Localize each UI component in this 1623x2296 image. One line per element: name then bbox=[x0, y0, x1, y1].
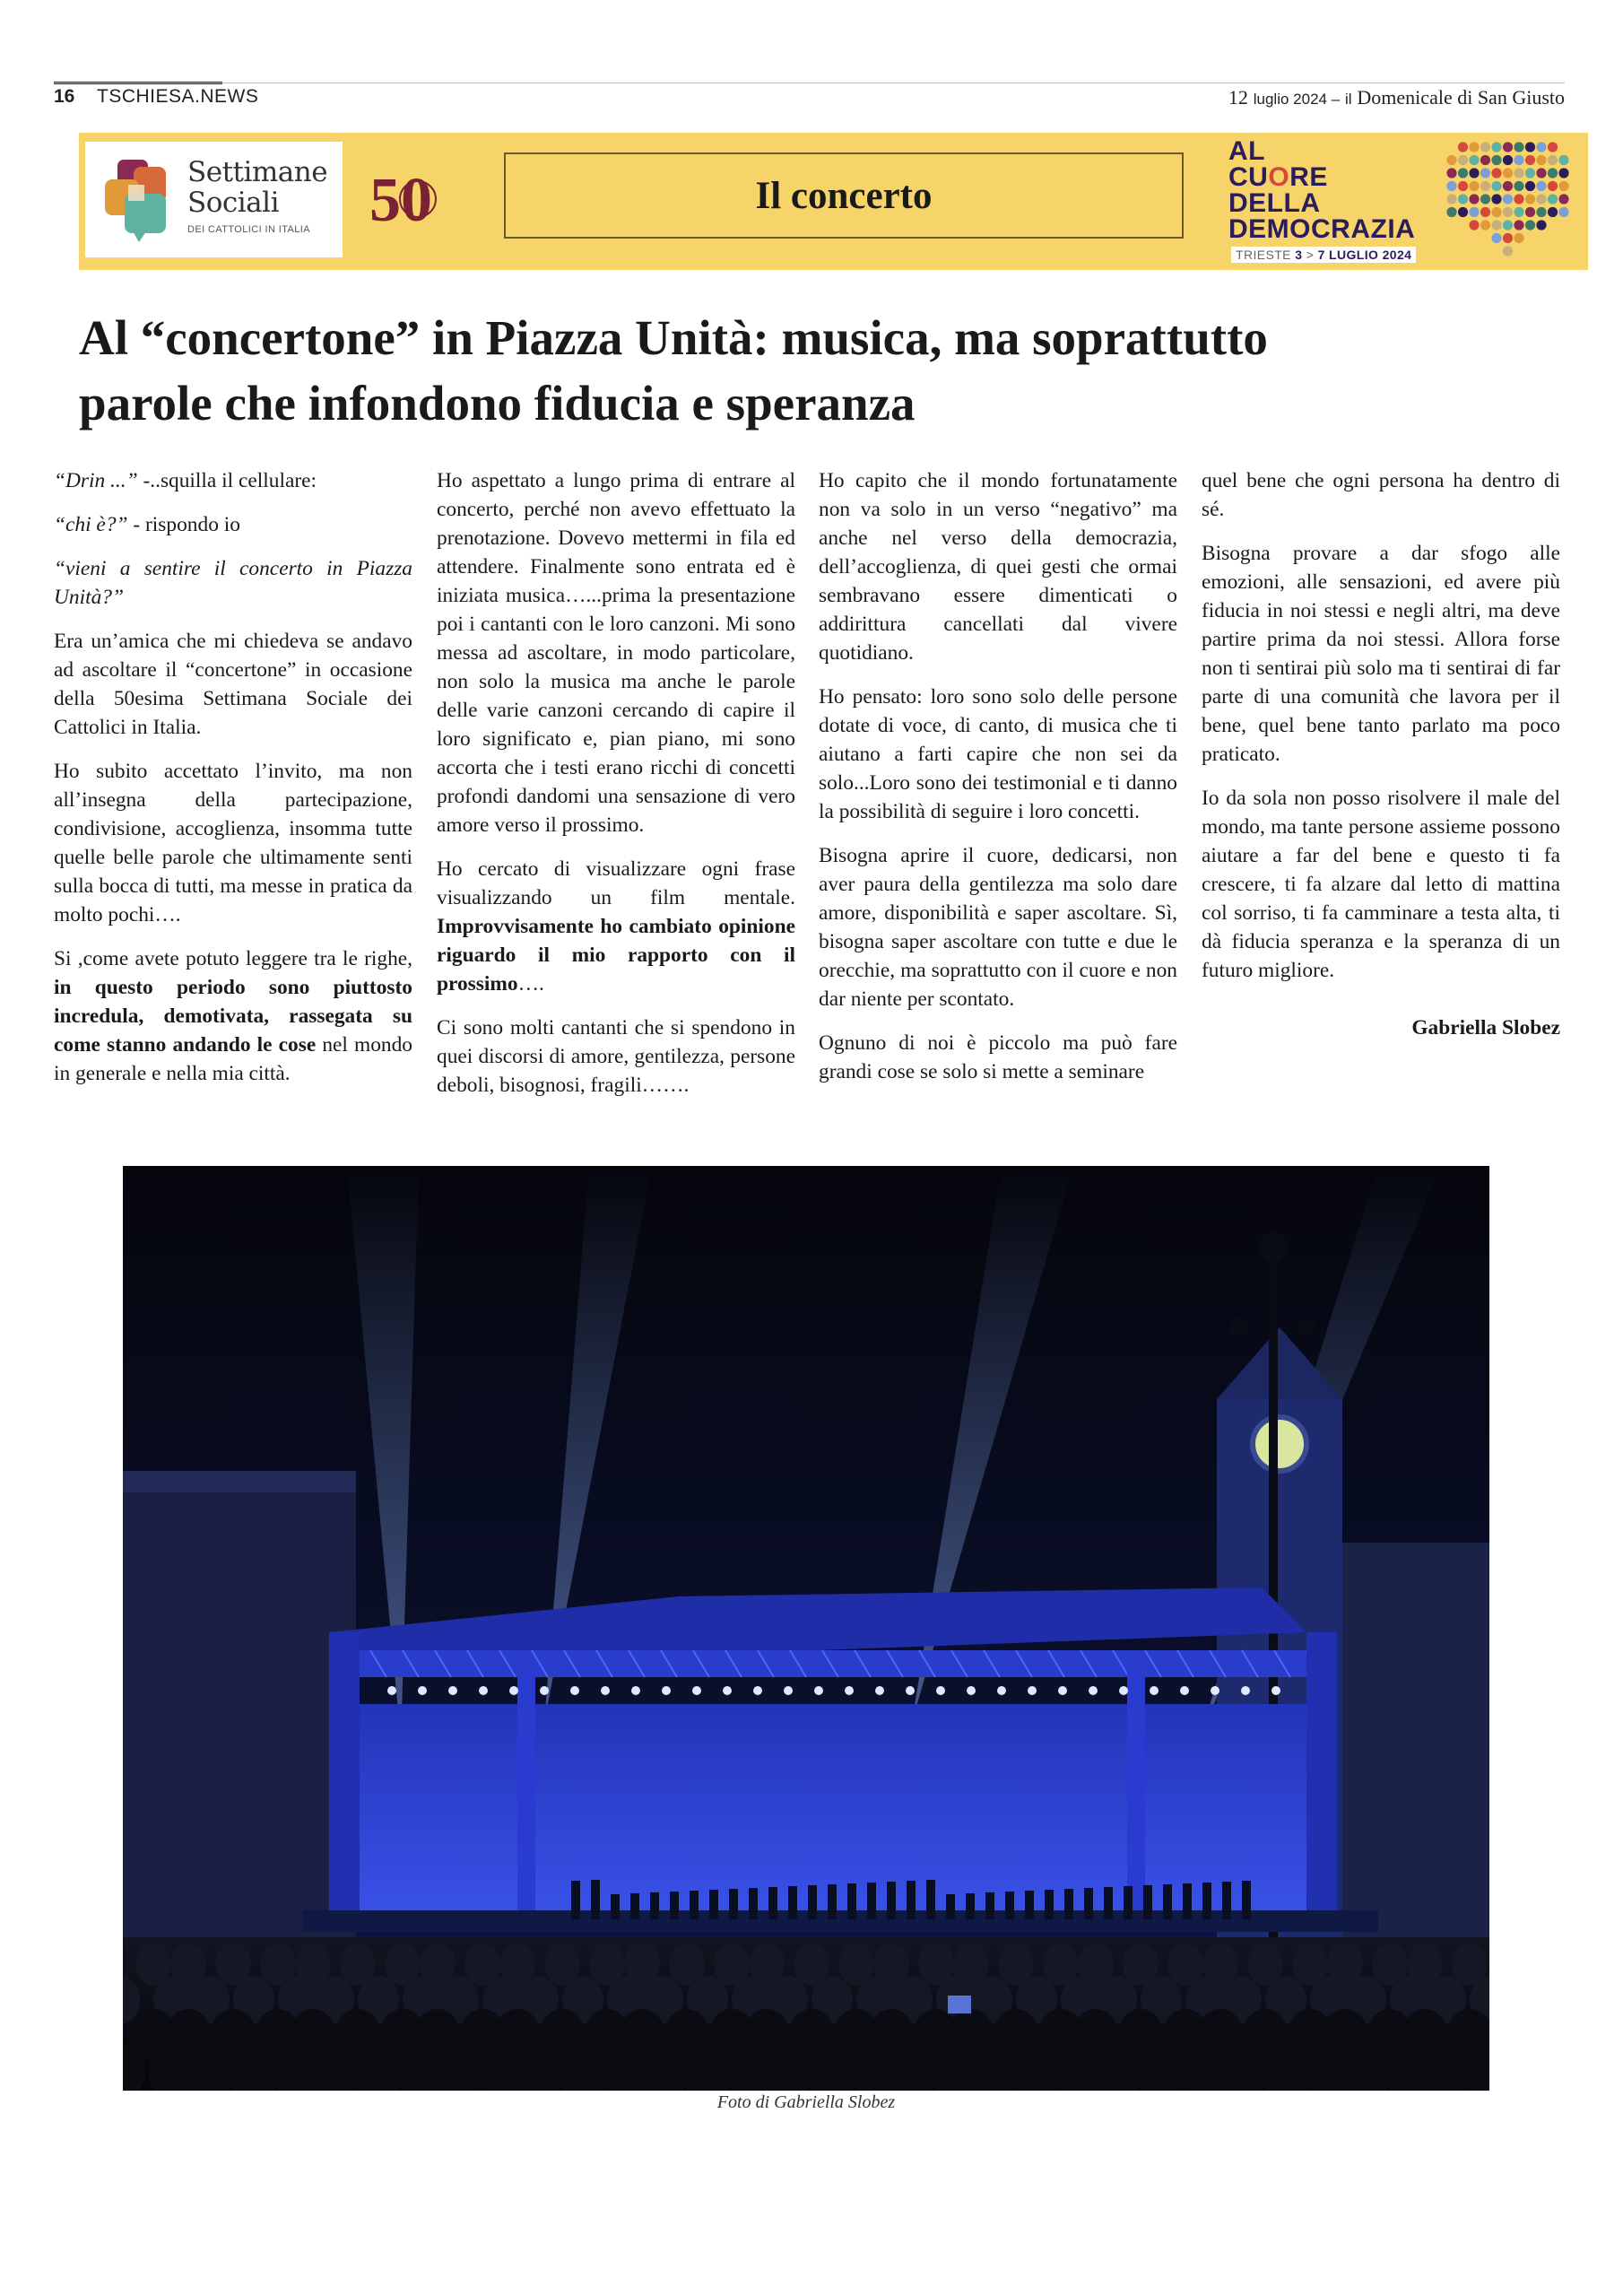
event-line-4: DEMOCRAZIA bbox=[1228, 214, 1416, 244]
heart-dot bbox=[1480, 155, 1490, 165]
musician-silhouette bbox=[670, 1892, 679, 1919]
stage-light bbox=[1241, 1686, 1250, 1695]
heart-dot bbox=[1480, 220, 1490, 230]
paragraph: “chi è?” - rispondo io bbox=[54, 513, 240, 536]
heart-dot bbox=[1458, 207, 1468, 217]
heart-dot bbox=[1548, 142, 1558, 152]
musician-silhouette bbox=[729, 1889, 738, 1919]
heart-dot bbox=[1558, 168, 1568, 178]
musician-silhouette bbox=[591, 1880, 600, 1919]
musician-silhouette bbox=[571, 1881, 580, 1919]
heart-dot bbox=[1491, 168, 1501, 178]
heart-dot bbox=[1514, 168, 1523, 178]
stage-light bbox=[845, 1686, 854, 1695]
heart-dot bbox=[1503, 168, 1513, 178]
musician-silhouette bbox=[966, 1893, 975, 1919]
paragraph: Ci sono molti cantanti che si spendono in quei discorsi di amore, gentilezza, persone deboli, bisognosi, fragili……. bbox=[437, 1016, 795, 1097]
paragraph: Ho aspettato a lungo prima di entrare al concerto, perché non avevo effettuato la prenotazione. Dovevo mettermi in fila ed attendere. Finalmente sono entrata ed è iniziata musica…...prima la presentazione poi i cantanti con le loro canzoni. Mi sono messa ad ascoltare, in modo particolare, non solo la musica ma anche le parole delle varie canzoni cercando di capire il loro significato e, pian piano, mi sono accorta che i testi erano ricchi di concetti profondi dandomi una sensazione di vero amore verso il prossimo. bbox=[437, 469, 795, 837]
heart-dot bbox=[1503, 233, 1513, 243]
musician-silhouette bbox=[788, 1886, 797, 1919]
paragraph: Ho pensato: loro sono solo delle persone dotate di voce, di canto, di musica che ti aiutano a farti capire che non sei da solo...Loro sono dei testimonial e ti danno la possibilità di seguire i loro concetti. bbox=[819, 685, 1177, 823]
stage-light bbox=[1028, 1686, 1037, 1695]
logo-line-3: DEI CATTOLICI IN ITALIA bbox=[187, 224, 310, 235]
heart-dot bbox=[1525, 168, 1535, 178]
musician-silhouette bbox=[749, 1888, 758, 1919]
heart-dot bbox=[1558, 194, 1568, 204]
musician-silhouette bbox=[1163, 1884, 1172, 1919]
logo-line-2: Sociali bbox=[187, 187, 279, 219]
musician-silhouette bbox=[1143, 1885, 1152, 1919]
heart-dot bbox=[1514, 194, 1523, 204]
event-line-1: AL bbox=[1228, 136, 1265, 166]
stage-light bbox=[967, 1686, 976, 1695]
issue-month-year: luglio 2024 – bbox=[1253, 91, 1341, 108]
heart-dot bbox=[1514, 155, 1523, 165]
paragraph: “Drin ...” -..squilla il cellulare: bbox=[54, 469, 317, 492]
heart-dot bbox=[1469, 194, 1479, 204]
headline-line-2: parole che infondono fiducia e speranza bbox=[79, 376, 916, 430]
heart-dot bbox=[1536, 207, 1546, 217]
issue-day: 12 bbox=[1228, 86, 1248, 109]
heart-dot bbox=[1458, 181, 1468, 191]
heart-dot bbox=[1491, 142, 1501, 152]
issue-article: il bbox=[1345, 91, 1352, 108]
musician-silhouette bbox=[1084, 1888, 1093, 1919]
heart-dot bbox=[1480, 194, 1490, 204]
stage-light bbox=[692, 1686, 701, 1695]
event-line-3: DELLA bbox=[1228, 188, 1321, 218]
heart-dot bbox=[1514, 181, 1523, 191]
heart-dot bbox=[1548, 168, 1558, 178]
stage-light bbox=[418, 1686, 427, 1695]
paragraph: Era un’amica che mi chiedeva se andavo ad ascoltare il “concertone” in occasione della 50esima Settimana Sociale dei Cattolici in Italia. bbox=[54, 630, 412, 739]
heart-dot bbox=[1458, 168, 1468, 178]
stage-light bbox=[1089, 1686, 1098, 1695]
musician-silhouette bbox=[847, 1883, 856, 1919]
stage-light bbox=[1211, 1686, 1219, 1695]
photo-caption: Foto di Gabriella Slobez bbox=[716, 2092, 896, 2112]
stage-light bbox=[875, 1686, 884, 1695]
article-column-4 bbox=[1202, 466, 1560, 1057]
heart-dot bbox=[1503, 246, 1513, 256]
stage-light bbox=[936, 1686, 945, 1695]
heart-dot bbox=[1446, 155, 1456, 165]
site-name: TSCHIESA.NEWS bbox=[97, 86, 259, 107]
heart-dot bbox=[1458, 142, 1468, 152]
event-dates: TRIESTE 3 > 7 LUGLIO 2024 bbox=[1231, 247, 1416, 263]
stage-light bbox=[753, 1686, 762, 1695]
stage-light bbox=[1150, 1686, 1159, 1695]
paragraph: Si ,come avete potuto leggere tra le righe, in questo periodo sono piuttosto incredula, demotivata, rassegata su come stanno andando le cose nel mondo in generale e nella mia città. bbox=[54, 947, 412, 1085]
heart-dots-icon bbox=[1446, 140, 1576, 264]
heart-dot bbox=[1525, 142, 1535, 152]
musician-silhouette bbox=[828, 1884, 837, 1919]
musician-silhouette bbox=[1005, 1892, 1014, 1919]
article-column-2 bbox=[437, 466, 795, 1115]
musician-silhouette bbox=[650, 1892, 659, 1919]
stage-light bbox=[723, 1686, 732, 1695]
heart-dot bbox=[1458, 155, 1468, 165]
heart-dot bbox=[1536, 142, 1546, 152]
fiftieth-edition-badge bbox=[369, 161, 450, 237]
heart-dot bbox=[1469, 142, 1479, 152]
heart-dot bbox=[1446, 181, 1456, 191]
musician-silhouette bbox=[630, 1893, 639, 1919]
event-title bbox=[1228, 138, 1415, 242]
heart-dot bbox=[1469, 155, 1479, 165]
page-number: 16 bbox=[54, 86, 75, 107]
heart-dot bbox=[1491, 207, 1501, 217]
musician-silhouette bbox=[1045, 1890, 1054, 1919]
headline-line-1: Al “concertone” in Piazza Unità: musica, ma soprattutto bbox=[79, 310, 1268, 365]
concert-photo bbox=[123, 1166, 1489, 2091]
stage-light bbox=[906, 1686, 915, 1695]
heart-dot bbox=[1491, 194, 1501, 204]
section-banner bbox=[79, 133, 1588, 270]
musician-silhouette bbox=[1183, 1883, 1192, 1919]
paragraph: Io da sola non posso risolvere il male del mondo, ma tante persone assieme possono aiutare a far del bene e questo ti fa crescere, ti fa alzare dal letto di mattina col sorriso, ti fa camminare a testa alta, ti dà fiducia speranza e la speranza di un futuro migliore. bbox=[1202, 787, 1560, 982]
heart-dot bbox=[1548, 155, 1558, 165]
musician-silhouette bbox=[1025, 1891, 1034, 1919]
paragraph: Bisogna aprire il cuore, dedicarsi, non aver paura della gentilezza ma solo dare amore, disponibilità e saper ascoltare. Sì, bisogna saper ascoltare con tutte e due le orecchie, ma soprattutto con il cuore e non dar niente per scontato. bbox=[819, 844, 1177, 1011]
stage-light bbox=[1119, 1686, 1128, 1695]
section-title: Il concerto bbox=[755, 174, 933, 217]
heart-dot bbox=[1503, 181, 1513, 191]
heart-dot bbox=[1536, 155, 1546, 165]
stage-light bbox=[570, 1686, 579, 1695]
heart-dot bbox=[1446, 168, 1456, 178]
musician-silhouette bbox=[1064, 1889, 1073, 1919]
concert-stage-illustration bbox=[123, 1166, 1489, 2091]
heart-dot bbox=[1558, 181, 1568, 191]
author-signature: Gabriella Slobez bbox=[1411, 1016, 1560, 1039]
musician-silhouette bbox=[946, 1894, 955, 1919]
section-title-box bbox=[504, 152, 1184, 239]
musician-silhouette bbox=[1124, 1886, 1133, 1919]
article-column-1 bbox=[54, 466, 412, 1103]
heart-dot bbox=[1491, 155, 1501, 165]
stage-light bbox=[784, 1686, 793, 1695]
heart-dot bbox=[1480, 142, 1490, 152]
stage-light bbox=[662, 1686, 671, 1695]
stage-light bbox=[387, 1686, 396, 1695]
heart-dot bbox=[1446, 194, 1456, 204]
musician-silhouette bbox=[926, 1880, 935, 1919]
paragraph: Ho subito accettato l’invito, ma non all’insegna della partecipazione, condivisione, accoglienza, insomma tutte quelle belle parole che ultimamente senti sulla bocca di tutti, ma messe in pratica da molto pochi…. bbox=[54, 760, 412, 926]
heart-dot bbox=[1469, 220, 1479, 230]
heart-dot bbox=[1469, 207, 1479, 217]
stage-light bbox=[448, 1686, 457, 1695]
heart-dot bbox=[1469, 168, 1479, 178]
stage-light bbox=[1058, 1686, 1067, 1695]
heart-dot bbox=[1558, 155, 1568, 165]
heart-dot bbox=[1536, 220, 1546, 230]
heart-dot bbox=[1514, 220, 1523, 230]
musician-silhouette bbox=[611, 1894, 620, 1919]
musician-silhouette bbox=[887, 1882, 896, 1919]
heart-dot bbox=[1536, 181, 1546, 191]
logo-line-1: Settimane bbox=[187, 156, 328, 188]
speech-bubbles-icon bbox=[98, 154, 184, 244]
heart-dot bbox=[1548, 207, 1558, 217]
settimane-sociali-logo bbox=[85, 142, 343, 257]
stage-light bbox=[601, 1686, 610, 1695]
heart-dot bbox=[1503, 155, 1513, 165]
heart-dot bbox=[1525, 155, 1535, 165]
heart-dot bbox=[1514, 142, 1523, 152]
heart-dot bbox=[1469, 181, 1479, 191]
stage-light bbox=[1180, 1686, 1189, 1695]
musician-silhouette bbox=[1242, 1881, 1251, 1919]
running-head bbox=[54, 86, 1565, 113]
heart-dot bbox=[1480, 168, 1490, 178]
heart-dot bbox=[1446, 207, 1456, 217]
heart-dot bbox=[1525, 194, 1535, 204]
heart-dot bbox=[1458, 194, 1468, 204]
article-headline bbox=[79, 305, 1585, 436]
stage-light bbox=[814, 1686, 823, 1695]
paragraph: Ho capito che il mondo fortunatamente non va solo in un verso “negativo” ma anche nel verso della democrazia, dell’accoglienza, di quei gesti che ormai sembravano essere dimenticati o addirittura cancellati dal vivere quotidiano. bbox=[819, 469, 1177, 665]
heart-dot bbox=[1503, 142, 1513, 152]
musician-silhouette bbox=[768, 1887, 777, 1919]
stage-light bbox=[479, 1686, 488, 1695]
stage-light bbox=[1271, 1686, 1280, 1695]
heart-dot bbox=[1480, 181, 1490, 191]
musician-silhouette bbox=[1222, 1882, 1231, 1919]
musician-silhouette bbox=[808, 1885, 817, 1919]
heart-dot bbox=[1536, 168, 1546, 178]
musician-silhouette bbox=[1104, 1887, 1113, 1919]
heart-dot bbox=[1536, 194, 1546, 204]
article-column-3 bbox=[819, 466, 1177, 1101]
heart-dot bbox=[1514, 233, 1523, 243]
heart-dot bbox=[1503, 207, 1513, 217]
newspaper-name: Domenicale di San Giusto bbox=[1357, 86, 1565, 109]
heart-dot bbox=[1548, 194, 1558, 204]
musician-silhouette bbox=[709, 1890, 718, 1919]
musician-silhouette bbox=[907, 1881, 916, 1919]
heart-dot bbox=[1558, 207, 1568, 217]
heart-dot bbox=[1491, 220, 1501, 230]
paragraph: “vieni a sentire il concerto in Piazza Unità?” bbox=[54, 557, 412, 609]
paragraph: Ho cercato di visualizzare ogni frase visualizzando un film mentale. Improvvisamente ho cambiato opinione riguardo il mio rapporto con il prossimo…. bbox=[437, 857, 795, 996]
musician-silhouette bbox=[1202, 1883, 1211, 1919]
stage-light bbox=[509, 1686, 518, 1695]
paragraph: Bisogna provare a dar sfogo alle emozioni, alle sensazioni, ed avere più fiducia in noi stessi e negli altri, ma deve partire prima da noi stessi. Allora forse non ti sentirai più solo ma ti sentirai di far parte di una comunità che lavora per il bene, quel bene tanto parlato ma poco praticato. bbox=[1202, 542, 1560, 766]
heart-dot bbox=[1525, 207, 1535, 217]
heart-dot bbox=[1503, 220, 1513, 230]
heart-dot bbox=[1480, 207, 1490, 217]
issue-info bbox=[1228, 86, 1565, 109]
heart-dot bbox=[1491, 181, 1501, 191]
paragraph: quel bene che ogni persona ha dentro di sé. bbox=[1202, 469, 1560, 521]
musician-silhouette bbox=[867, 1883, 876, 1919]
stage-light bbox=[997, 1686, 1006, 1695]
heart-dot bbox=[1525, 181, 1535, 191]
musician-silhouette bbox=[690, 1891, 699, 1919]
heart-dot bbox=[1503, 194, 1513, 204]
heart-dot bbox=[1525, 220, 1535, 230]
badge-number: 50 bbox=[369, 166, 432, 235]
stage-light bbox=[631, 1686, 640, 1695]
stage-light bbox=[540, 1686, 549, 1695]
musician-silhouette bbox=[985, 1892, 994, 1919]
heart-dot bbox=[1548, 181, 1558, 191]
event-line-2: CUORE bbox=[1228, 162, 1328, 192]
paragraph: Ognuno di noi è piccolo ma può fare grandi cose se solo si mette a seminare bbox=[819, 1031, 1177, 1083]
heart-dot bbox=[1491, 233, 1501, 243]
heart-dot bbox=[1514, 207, 1523, 217]
